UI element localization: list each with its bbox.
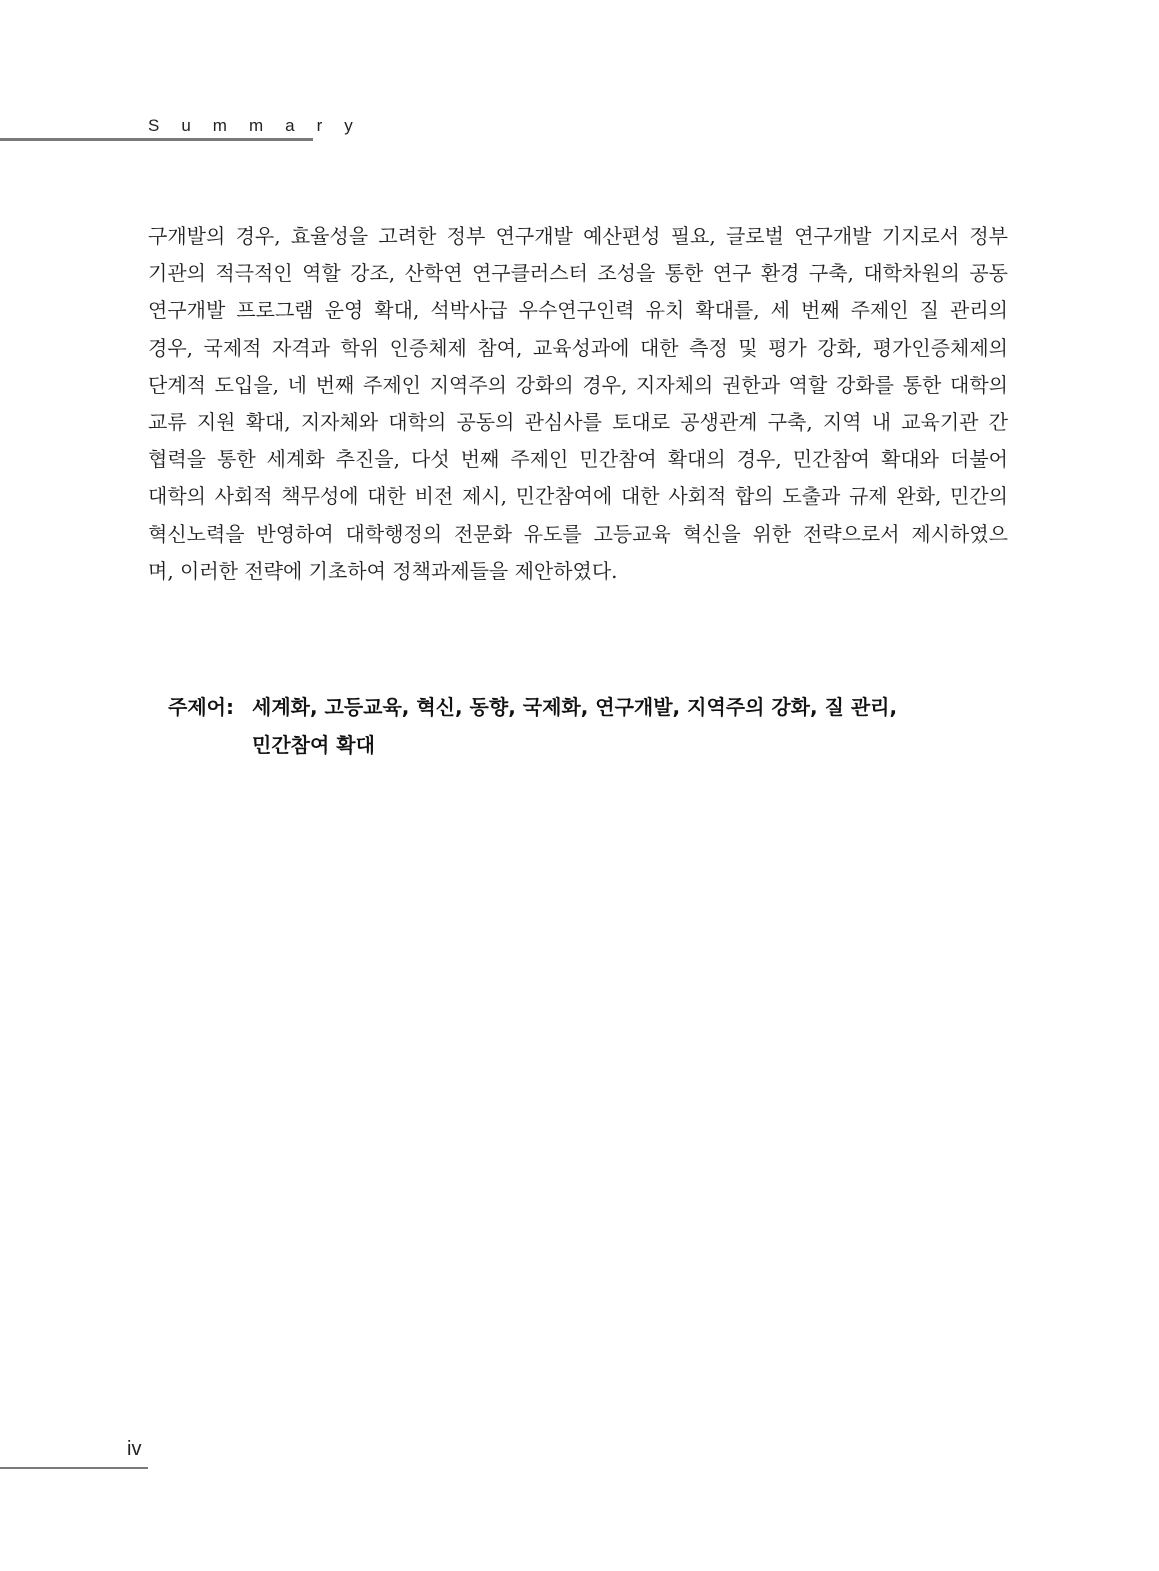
summary-body (148, 218, 1008, 590)
keywords-label: 주제어: (168, 695, 234, 719)
running-header-title: Summary (148, 116, 375, 135)
keywords-block (168, 688, 1008, 764)
keywords-line-1: 세계화, 고등교육, 혁신, 동향, 국제화, 연구개발, 지역주의 강화, 질 관리, (252, 695, 898, 719)
body-line: 교류 지원 확대, 지자체와 대학의 공동의 관심사를 토대로 공생관계 구축, 지역 내 교육기관 간 (148, 409, 1008, 434)
body-line: 경우, 국제적 자격과 학위 인증체제 참여, 교육성과에 대한 측정 및 평가 강화, 평가인증체제의 (148, 335, 1008, 360)
keywords-line-2: 민간참여 확대 (252, 733, 375, 757)
body-line: 기관의 적극적인 역할 강조, 산학연 연구클러스터 조성을 통한 연구 환경 구축, 대학차원의 공동 (148, 261, 1008, 286)
body-line: 연구개발 프로그램 운영 확대, 석박사급 우수연구인력 유치 확대를, 세 번째 주제인 질 관리의 (148, 298, 1008, 323)
body-line: 협력을 통한 세계화 추진을, 다섯 번째 주제인 민간참여 확대의 경우, 민간참여 확대와 더불어 (148, 447, 1008, 472)
body-line: 대학의 사회적 책무성에 대한 비전 제시, 민간참여에 대한 사회적 합의 도출과 규제 완화, 민간의 (148, 484, 1008, 509)
footer-divider (0, 1467, 148, 1469)
page-number: iv (127, 1438, 142, 1460)
body-line: 혁신노력을 반영하여 대학행정의 전문화 유도를 고등교육 혁신을 위한 전략으로서 제시하였으 (148, 521, 1008, 546)
body-line: 구개발의 경우, 효율성을 고려한 정부 연구개발 예산편성 필요, 글로벌 연구개발 기지로서 정부 (148, 224, 1008, 248)
body-line: 며, 이러한 전략에 기초하여 정책과제들을 제안하였다. (148, 558, 618, 583)
header-divider (0, 138, 313, 141)
body-line: 단계적 도입을, 네 번째 주제인 지역주의 강화의 경우, 지자체의 권한과 역할 강화를 통한 대학의 (148, 372, 1008, 397)
